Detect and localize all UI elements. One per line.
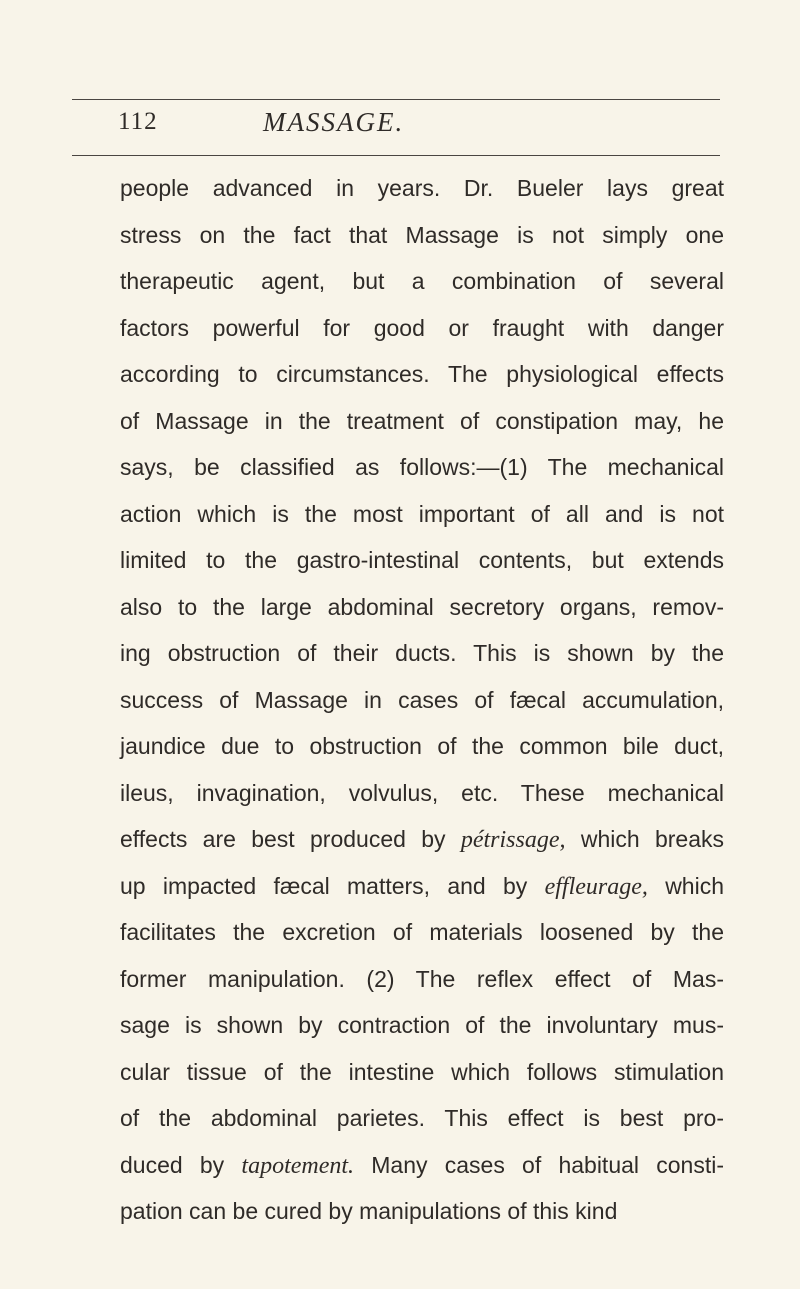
text-line: therapeutic agent, but a combination of several [120,268,724,294]
text-line: also to the large abdominal secretory organs, remov- [120,593,724,620]
text-line: of Massage in the treatment of constipation may, he [120,407,724,434]
text-line: ing obstruction of their ducts. This is shown by the [120,640,724,666]
text-line: people advanced in years. Dr. Bueler lays great [120,175,724,201]
italic-term-tapotement: tapotement. [241,1152,355,1179]
italic-term-petrissage: pétrissage, [460,827,566,853]
text-line: former manipulation. (2) The reflex effect of Mas- [120,965,724,992]
text-line: pation can be cured by manipulations of this kind [120,1198,618,1224]
text-line: factors powerful for good or fraught with danger [120,314,724,341]
text-line: sage is shown by contraction of the involuntary mus- [120,1012,724,1038]
text-line: ileus, invagination, volvulus, etc. These mechanical [120,779,724,806]
text-line: facilitates the excretion of materials loosened by the [120,919,724,945]
body-text [120,165,724,1235]
italic-term-effleurage: effleurage, [544,873,648,900]
text-line: stress on the fact that Massage is not simply one [120,221,724,248]
text-line: success of Massage in cases of fæcal accumulation, [120,686,724,713]
text-line: effects are best produced by pétrissage, which breaks [120,826,724,853]
running-head [118,106,678,146]
page-number: 112 [118,108,158,135]
text-line: of the abdominal parietes. This effect is best pro- [120,1105,724,1131]
text-line: limited to the gastro-intestinal contents, but extends [120,547,724,573]
text-line: says, be classified as follows:—(1) The mechanical [120,454,724,480]
text-line: jaundice due to obstruction of the common bile duct, [120,733,724,759]
running-title: MASSAGE. [263,107,405,137]
text-line: action which is the most important of all and is not [120,500,724,527]
text-line: duced by tapotement. Many cases of habitual consti- [120,1151,724,1179]
header-rule-bottom [72,155,720,156]
text-line: up impacted fæcal matters, and by effleurage, which [120,872,724,900]
text-line: according to circumstances. The physiological effects [120,361,724,387]
header-rule-top [72,99,720,100]
text-line: cular tissue of the intestine which follows stimulation [120,1058,724,1085]
